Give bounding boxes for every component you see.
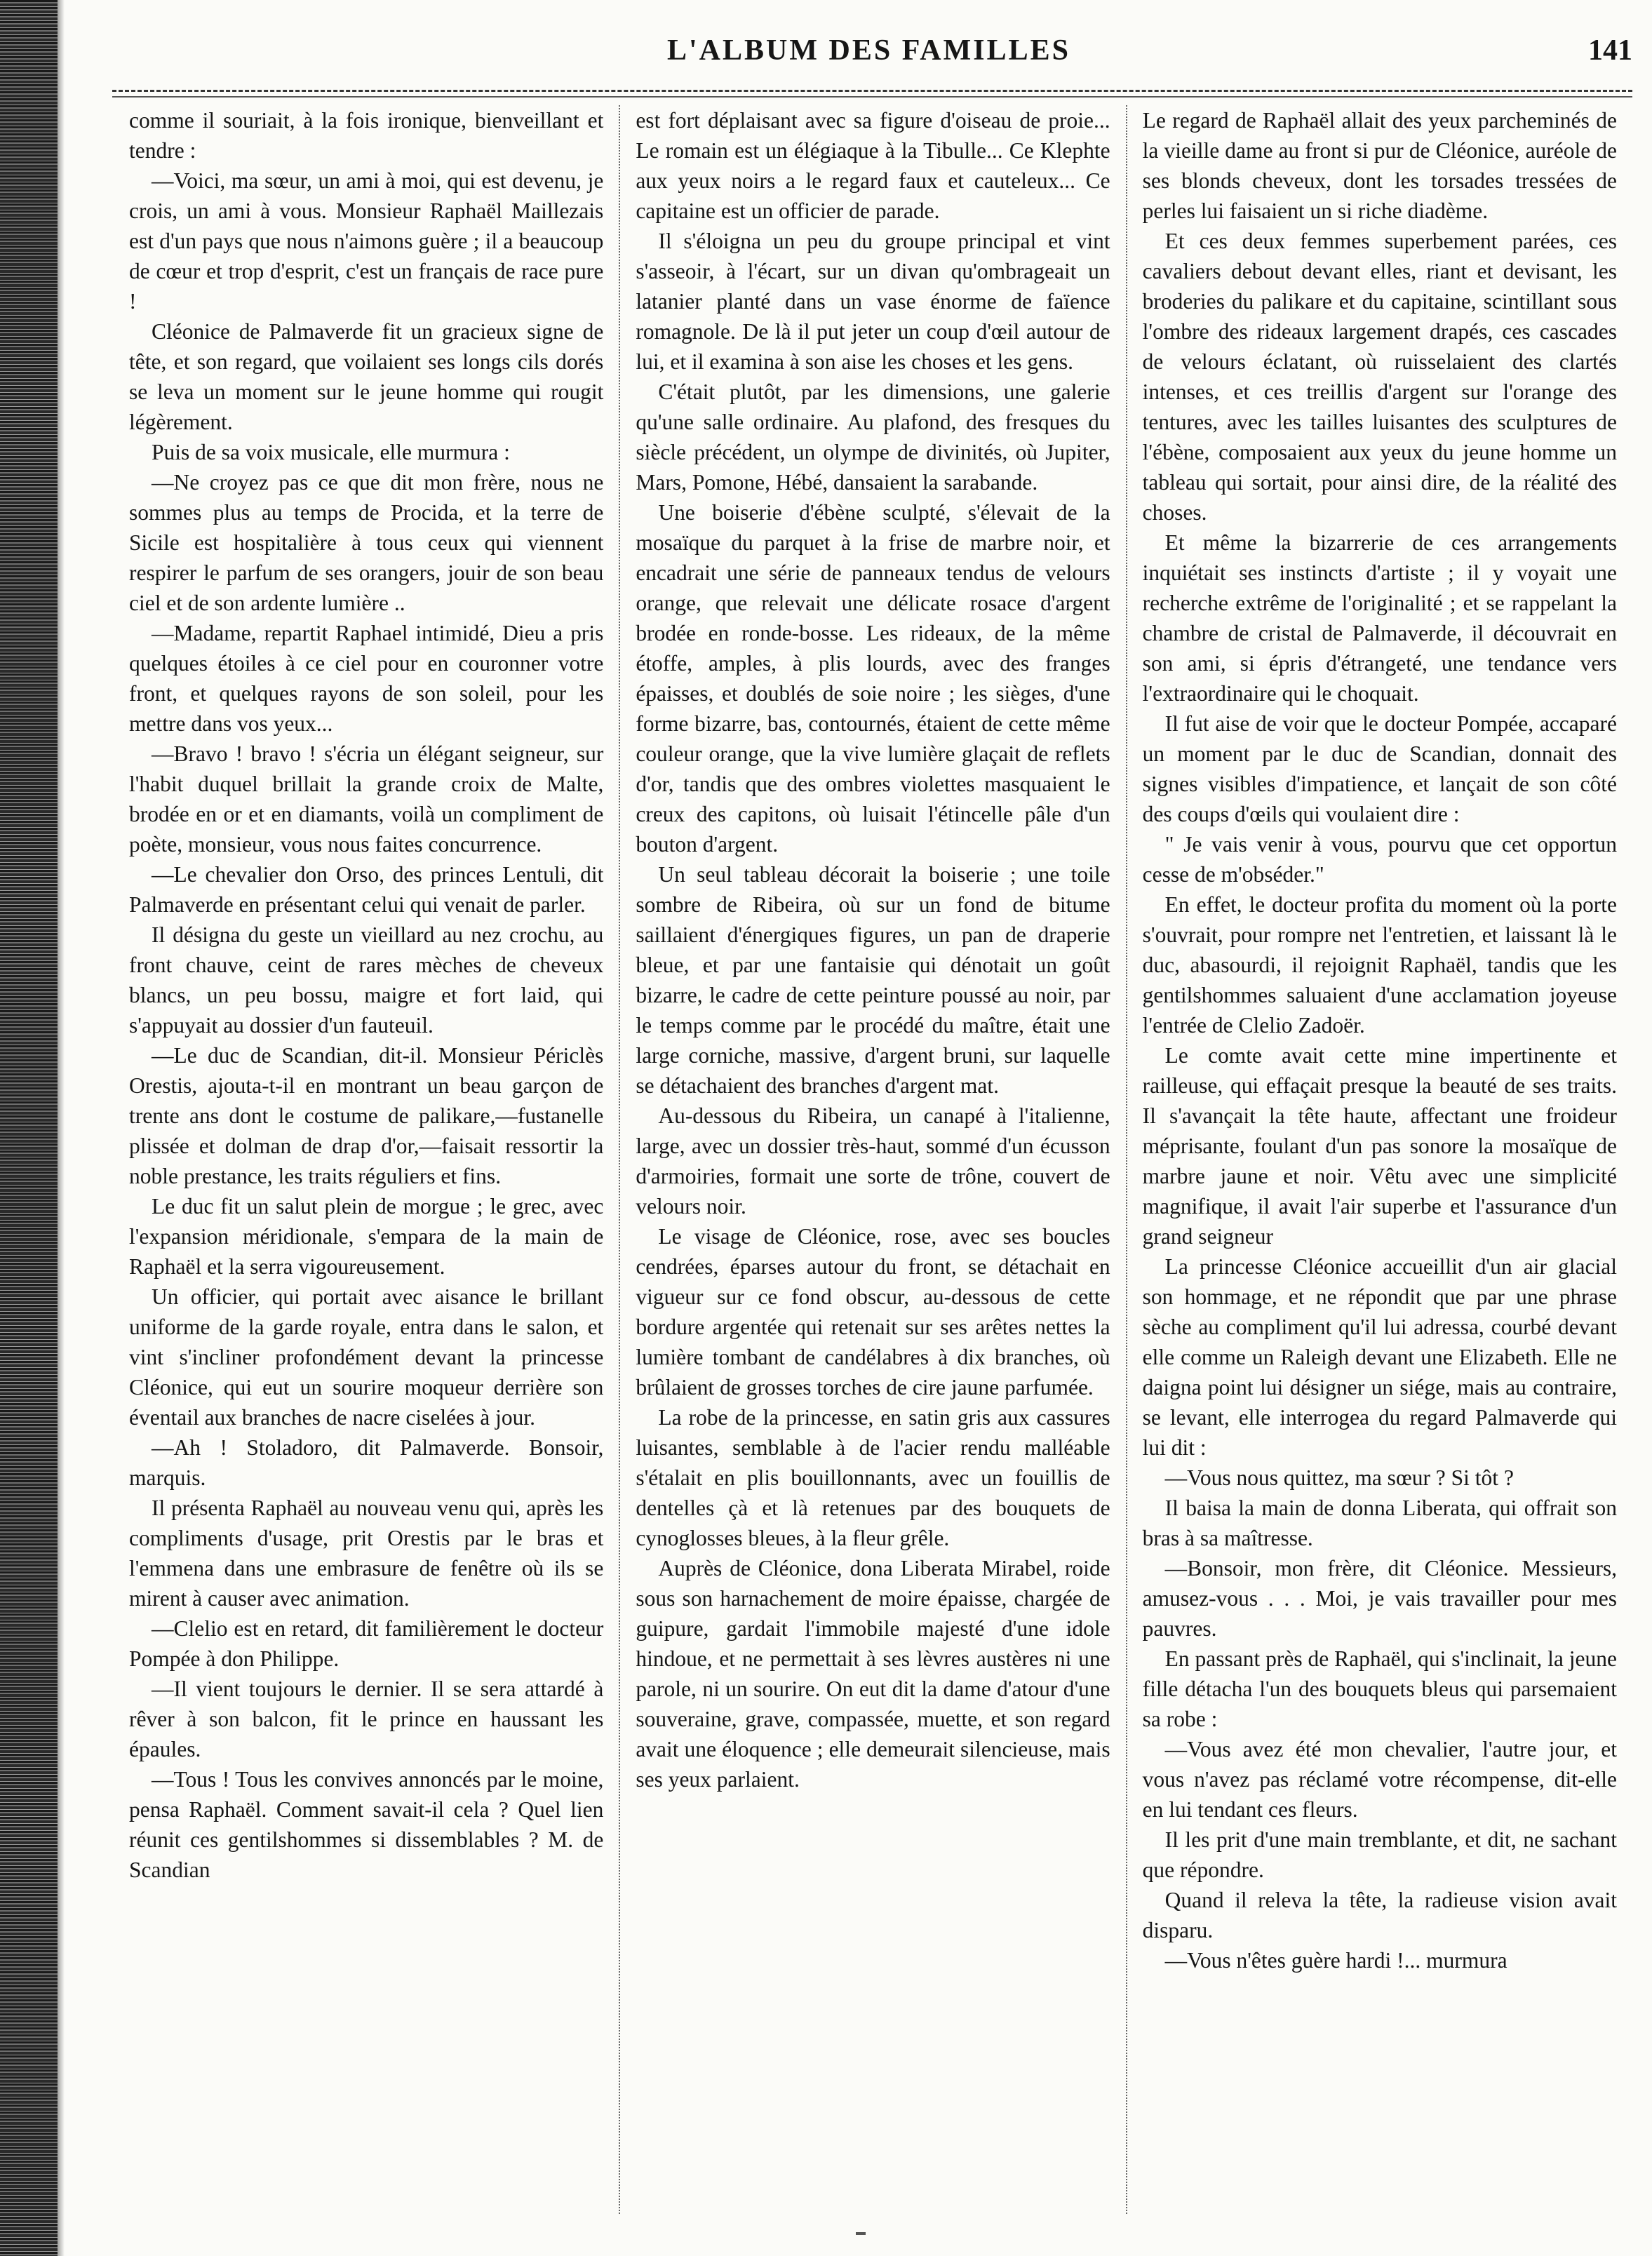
paragraph: Il fut aise de voir que le docteur Pompée, accaparé un moment par le duc de Scandian, donnait des signes visibles d'impatience, et lançait de son côté des coups d'œils qui voulaient dire : (1142, 711, 1617, 826)
paragraph: Un seul tableau décorait la boiserie ; une toile sombre de Ribeira, où sur un fond de bitume saillaient d'énergiques figures, un pan de draperie bleue, et par une fantaisie qui dénotait un goût bizarre, le cadre de cette peinture poussé au noir, par le temps comme par le procédé du maître, était une large corniche, massive, d'argent bruni, sur laquelle se détachaient des branches d'argent mat. (636, 862, 1110, 1098)
paragraph: —Bonsoir, mon frère, dit Cléonice. Messieurs, amusez-vous . . . Moi, je vais travailler pour mes pauvres. (1142, 1556, 1617, 1641)
paragraph: —Voici, ma sœur, un ami à moi, qui est devenu, je crois, un ami à vous. Monsieur Raphaël Maillezais est d'un pays que nous n'aimons guère ; il a beaucoup de cœur et trop d'esprit, c'est un français de race pure ! (129, 168, 604, 314)
paragraph: —Vous n'êtes guère hardi !... murmura (1164, 1948, 1507, 1973)
paragraph: La princesse Cléonice accueillit d'un air glacial son hommage, et ne répondit que par une phrase sèche au compliment qu'il lui adressa, courbé devant elle comme un Raleigh devant une Elizabeth. Elle ne daigna point lui désigner un siége, mais au contraire, se levant, elle interrogea du regard Palmaverde qui lui dit : (1142, 1254, 1617, 1460)
paragraph: comme il souriait, à la fois ironique, bienveillant et tendre : (129, 108, 604, 163)
paragraph: —Ah ! Stoladoro, dit Palmaverde. Bonsoir, marquis. (129, 1435, 604, 1490)
paragraph: Un officier, qui portait avec aisance le brillant uniforme de la garde royale, entra dans le salon, et vint s'incliner profondément devant la princesse Cléonice, qui eut un sourire moqueur derrière son éventail aux branches de nacre ciselées à jour. (129, 1284, 604, 1430)
paragraph: —Bravo ! bravo ! s'écria un élégant seigneur, sur l'habit duquel brillait la grande croix de Malte, brodée en or et en diamants, voilà un compliment de poète, monsieur, vous nous faites concurrence. (129, 741, 604, 857)
paragraph: La robe de la princesse, en satin gris aux cassures luisantes, semblable à de l'acier rendu malléable s'étalait en plis bouillonnants, avec un fouillis de dentelles çà et là retenues par des bouquets de cynoglosses bleues, à la fleur grêle. (636, 1405, 1110, 1550)
paragraph: Puis de sa voix musicale, elle murmura : (152, 440, 510, 464)
paragraph: Au-dessous du Ribeira, un canapé à l'italienne, large, avec un dossier très-haut, sommé d'un écusson d'armoiries, formait une sorte de trône, couvert de velours noir. (636, 1103, 1110, 1218)
paragraph: Le regard de Raphaël allait des yeux parcheminés de la vieille dame au front si pur de Cléonice, auréole de ses blonds cheveux, dont les torsades tressées de perles lui faisaient un si riche diadème. (1142, 108, 1617, 223)
paragraph: Et même la bizarrerie de ces arrangements inquiétait ses instincts d'artiste ; il y voyait une recherche extrême de l'originalité ; et se rappelant la chambre de cristal de Palmaverde, il découvrait en son ami, si épris d'étrangeté, une tendance vers l'extraordinaire qui le choquait. (1142, 530, 1617, 706)
text-columns (114, 105, 1632, 2214)
paragraph: —Madame, repartit Raphael intimidé, Dieu a pris quelques étoiles à ce ciel pour en couronner votre front, et quelques rayons de son soleil, pour les mettre dans vos yeux... (129, 621, 604, 736)
paragraph: Le duc fit un salut plein de morgue ; le grec, avec l'expansion méridionale, s'empara de la main de Raphaël et la serra vigoureusement. (129, 1194, 604, 1279)
paragraph: Une boiserie d'ébène sculpté, s'élevait de la mosaïque du parquet à la frise de marbre noir, et encadrait une série de panneaux tendus de velours orange, que relevait une délicate rosace d'argent brodée en ronde-bosse. Les rideaux, de la même étoffe, amples, à plis lourds, avec des franges épaisses, et doublés de soie noire ; les sièges, d'une forme bizarre, bas, contournés, étaient de cette même couleur orange, que la vive lumière glaçait de reflets d'or, tandis que des ombres violettes masquaient le creux des capitons, où luisait l'étincelle pâle d'un bouton d'argent. (636, 500, 1110, 857)
paragraph: " Je vais venir à vous, pourvu que cet opportun cesse de m'obséder." (1142, 832, 1617, 887)
header-rule (112, 90, 1632, 98)
footer-mark (856, 2232, 866, 2235)
page-number: 141 (1588, 34, 1632, 67)
paragraph: —Vous nous quittez, ma sœur ? Si tôt ? (1164, 1465, 1514, 1490)
paragraph: C'était plutôt, par les dimensions, une galerie qu'une salle ordinaire. Au plafond, des fresques du siècle précédent, un olympe de divinités, où Jupiter, Mars, Pomone, Hébé, dansaient la sarabande. (636, 380, 1110, 495)
book-binding-edge (0, 0, 58, 2256)
paragraph: Cléonice de Palmaverde fit un gracieux signe de tête, et son regard, que voilaient ses longs cils dorés se leva un moment sur le jeune homme qui rougit légèrement. (129, 319, 604, 434)
paragraph: Il désigna du geste un vieillard au nez crochu, au front chauve, ceint de rares mèches de cheveux blancs, un peu bossu, maigre et fort laid, qui s'appuyait au dossier d'un fauteuil. (129, 922, 604, 1038)
paragraph: Quand il releva la tête, la radieuse vision avait disparu. (1142, 1888, 1617, 1942)
paragraph: —Le chevalier don Orso, des princes Lentuli, dit Palmaverde en présentant celui qui venait de parler. (129, 862, 604, 917)
paragraph: —Il vient toujours le dernier. Il se sera attardé à rêver à son balcon, fit le prince en haussant les épaules. (129, 1677, 604, 1761)
paragraph: Il s'éloigna un peu du groupe principal et vint s'asseoir, à l'écart, sur un divan qu'ombrageait un latanier planté dans un vase énorme de faïence romagnole. De là il put jeter un coup d'œil autour de lui, et il examina à son aise les choses et les gens. (636, 229, 1110, 374)
paragraph: Il baisa la main de donna Liberata, qui offrait son bras à sa maîtresse. (1142, 1496, 1617, 1550)
paragraph: —Clelio est en retard, dit familièrement le docteur Pompée à don Philippe. (129, 1616, 604, 1671)
paragraph: Le visage de Cléonice, rose, avec ses boucles cendrées, éparses autour du front, se détachait en vigueur sur ce fond obscur, au-dessous de cette bordure argentée qui retenait sur ses arêtes nettes la lumière tombant de candélabres à dix branches, où brûlaient de grosses torches de cire jaune parfumée. (636, 1224, 1110, 1399)
column-3 (1126, 105, 1632, 2214)
paragraph: Et ces deux femmes superbement parées, ces cavaliers debout devant elles, riant et devisant, les broderies du palikare et du capitaine, scintillant sous l'ombre des rideaux largement drapés, ces cascades de velours éclatant, où ruisselaient des clartés intenses, et ces treillis d'argent sur l'orange des tentures, avec les tailles luisantes des sculptures de l'ébène, composaient aux yeux du jeune homme un tableau qui sortait, pour ainsi dire, de la réalité des choses. (1142, 229, 1617, 525)
paragraph: Auprès de Cléonice, dona Liberata Mirabel, roide sous son harnachement de moire épaisse, chargée de guipure, gardait l'immobile majesté d'une idole hindoue, et ne permettait à ses lèvres austères ni une parole, ni un sourire. On eut dit la dame d'atour d'une souveraine, grave, compassée, muette, et son regard avait une éloquence ; elle demeurait silencieuse, mais ses yeux parlaient. (636, 1556, 1110, 1792)
paragraph: Le comte avait cette mine impertinente et railleuse, qui effaçait presque la beauté de ses traits. Il s'avançait la tête haute, affectant une froideur méprisante, foulant d'un pas sonore la mosaïque de marbre jaune et noir. Vêtu avec une simplicité magnifique, il avait l'air superbe et l'assurance d'un grand seigneur (1142, 1043, 1617, 1249)
column-2 (619, 105, 1125, 2214)
page-title: L'ALBUM DES FAMILLES (667, 34, 1070, 67)
paragraph: est fort déplaisant avec sa figure d'oiseau de proie... Le romain est un élégiaque à la Tibulle... Ce Klephte aux yeux noirs a le regard faux et cauteleux... Ce capitaine est un officier de parade. (636, 108, 1110, 223)
paragraph: Il les prit d'une main tremblante, et dit, ne sachant que répondre. (1142, 1827, 1617, 1882)
paragraph: Il présenta Raphaël au nouveau venu qui, après les compliments d'usage, prit Orestis par le bras et l'emmena dans une embrasure de fenêtre où ils se mirent à causer avec animation. (129, 1496, 604, 1611)
paragraph: —Ne croyez pas ce que dit mon frère, nous ne sommes plus au temps de Procida, et la terre de Sicile est hospitalière à tous ceux qui viennent respirer le parfum de ses orangers, jouir de son beau ciel et de son ardente lumière .. (129, 470, 604, 615)
column-1 (114, 105, 619, 2214)
paragraph: —Le duc de Scandian, dit-il. Monsieur Périclès Orestis, ajouta-t-il en montrant un beau garçon de trente ans dont le costume de palikare,—fustanelle plissée et dolman de drap d'or,—faisait ressortir la noble prestance, les traits réguliers et fins. (129, 1043, 604, 1188)
paragraph: —Tous ! Tous les convives annoncés par le moine, pensa Raphaël. Comment savait-il cela ? Quel lien réunit ces gentilshommes si dissemblables ? M. de Scandian (129, 1767, 604, 1882)
page-header (105, 34, 1632, 83)
paragraph: En passant près de Raphaël, qui s'inclinait, la jeune fille détacha l'un des bouquets bleus qui parsemaient sa robe : (1142, 1646, 1617, 1731)
paragraph: En effet, le docteur profita du moment où la porte s'ouvrait, pour rompre net l'entretien, et laissant là le duc, abasourdi, il rejoignit Raphaël, tandis que les gentilshommes saluaient d'une acclamation joyeuse l'entrée de Clelio Zadoër. (1142, 892, 1617, 1038)
paragraph: —Vous avez été mon chevalier, l'autre jour, et vous n'avez pas réclamé votre récompense, dit-elle en lui tendant ces fleurs. (1142, 1737, 1617, 1822)
